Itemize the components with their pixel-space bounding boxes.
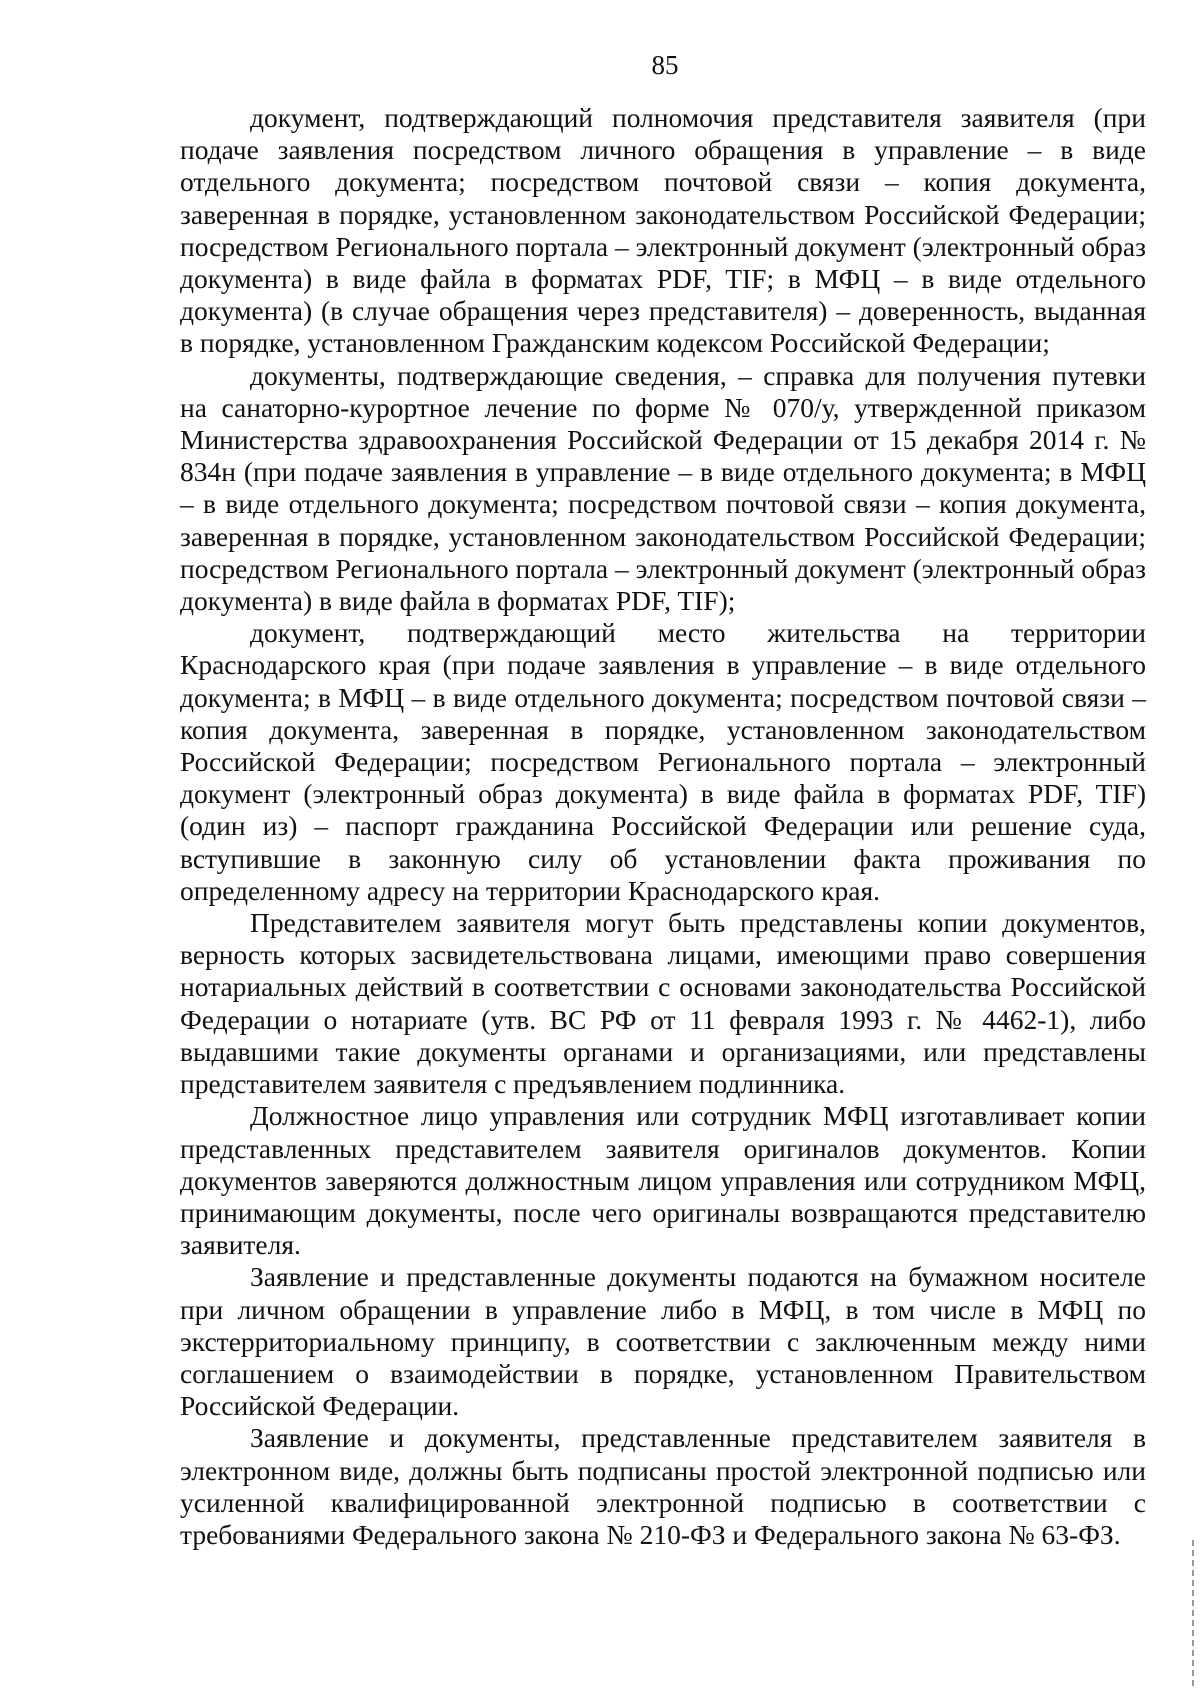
page-number: 85: [651, 50, 679, 80]
paragraph-representative-authority: документ, подтверждающий полномочия представителя заявителя (при подаче заявления посредством личного обращения в управление – в виде отдельного документа; посредством почтовой связи – копия документа, заверенная в порядке, установленном законодательством Российской Федерации; посредством Регионального портала – электронный документ (электронный образ документа) в виде файла в форматах PDF, TIF; в МФЦ – в виде отдельного документа) (в случае обращения через представителя) – доверенность, выданная в порядке, установленном Гражданским кодексом Российской Федерации;: [180, 102, 1146, 359]
paragraph-medical-certificate: документы, подтверждающие сведения, – справка для получения путевки на санаторно-курортное лечение по форме № 070/у, утвержденной приказом Министерства здравоохранения Российской Федерации от 15 декабря 2014 г. № 834н (при подаче заявления в управление – в виде отдельного документа; в МФЦ – в виде отдельного документа; посредством почтовой связи – копия документа, заверенная в порядке, установленном законодательством Российской Федерации; посредством Регионального портала – электронный документ (электронный образ документа) в виде файла в форматах PDF, TIF);: [180, 359, 1146, 617]
scan-edge-artifact: [1192, 1540, 1194, 1690]
paragraph-residence-proof: документ, подтверждающий место жительства на территории Краснодарского края (при подаче заявления в управление – в виде отдельного документа; в МФЦ – в виде отдельного документа; посредством почтовой связи – копия документа, заверенная в порядке, установленном законодательством Российской Федерации; посредством Регионального портала – электронный документ (электронный образ документа) в виде файла в форматах PDF, TIF) (один из) – паспорт гражданина Российской Федерации или решение суда, вступившие в законную силу об установлении факта проживания по определенному адресу на территории Краснодарского края.: [180, 617, 1146, 906]
paragraph-electronic-signature: Заявление и документы, представленные представителем заявителя в электронном виде, должны быть подписаны простой электронной подписью или усиленной квалифицированной электронной подписью в соответствии с требованиями Федерального закона № 210-ФЗ и Федерального закона № 63-ФЗ.: [180, 1422, 1146, 1550]
paragraph-notarized-copies: Представителем заявителя могут быть представлены копии документов, верность которых засвидетельствована лицами, имеющими право совершения нотариальных действий в соответствии с основами законодательства Российской Федерации о нотариате (утв. ВС РФ от 11 февраля 1993 г. № 4462-1), либо выдавшими такие документы органами и организациями, или представлены представителем заявителя с предъявлением подлинника.: [180, 907, 1146, 1100]
paragraph-paper-submission: Заявление и представленные документы подаются на бумажном носителе при личном обращении в управление либо в МФЦ, в том числе в МФЦ по экстерриториальному принципу, в соответствии с заключенным между ними соглашением о взаимодействии в порядке, установленном Правительством Российской Федерации.: [180, 1261, 1146, 1422]
document-body: [180, 102, 1146, 1551]
paragraph-copy-certification: Должностное лицо управления или сотрудник МФЦ изготавливает копии представленных представителем заявителя оригиналов документов. Копии документов заверяются должностным лицом управления или сотрудником МФЦ, принимающим документы, после чего оригиналы возвращаются представителю заявителя.: [180, 1100, 1146, 1261]
